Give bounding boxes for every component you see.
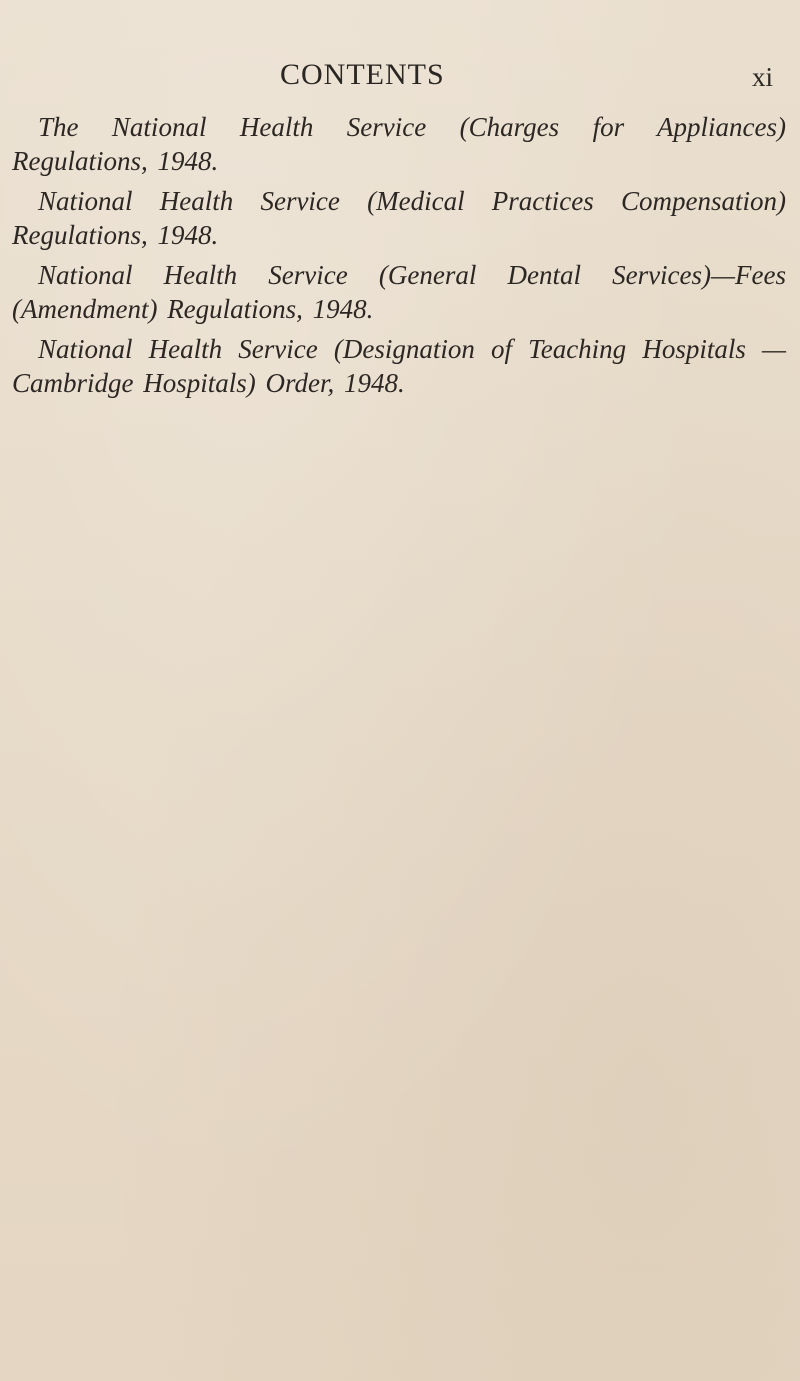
contents-entry: National Health Service (Designation of Teaching Hospitals —Cambridge Hospitals) Order, 1948. — [12, 334, 786, 398]
page-number: xi — [752, 62, 774, 92]
contents-entry: National Health Service (Medical Practices Compensation) Regulations, 1948. — [12, 186, 786, 250]
contents-list — [12, 110, 786, 406]
running-head — [0, 58, 800, 98]
contents-entry: The National Health Service (Charges for Appliances) Regulations, 1948. — [12, 112, 786, 176]
contents-entry: National Health Service (General Dental Services)—Fees (Amendment) Regulations, 1948. — [12, 260, 786, 324]
page-title: CONTENTS — [280, 58, 445, 91]
